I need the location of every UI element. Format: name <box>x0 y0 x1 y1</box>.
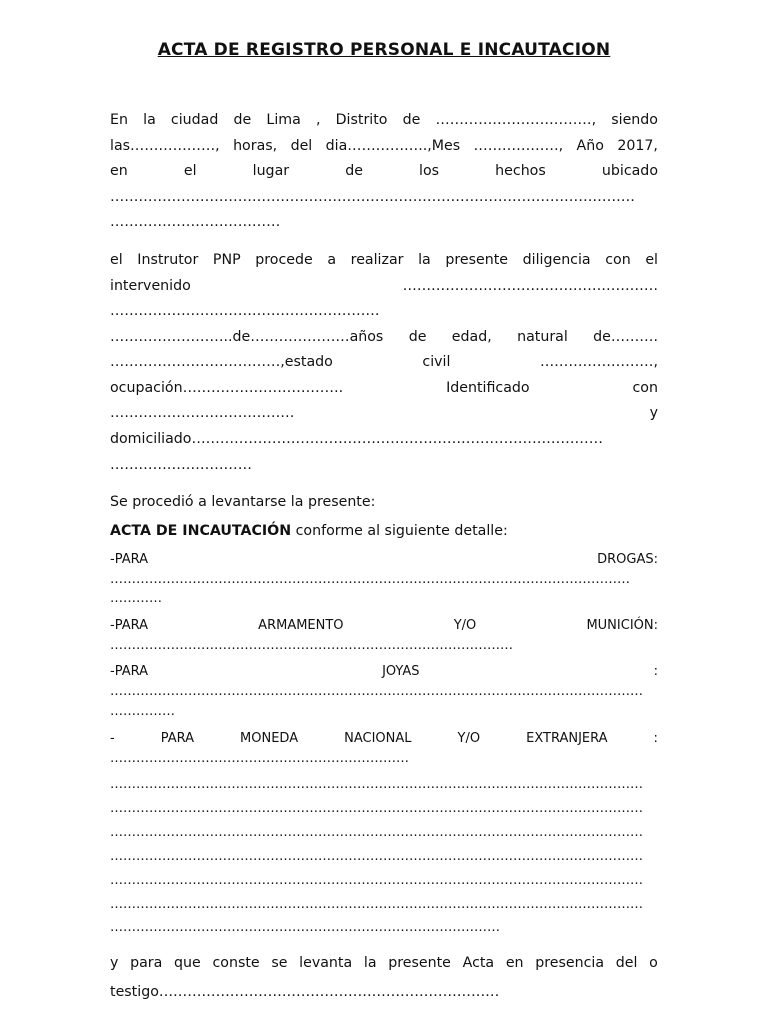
word: : <box>653 664 658 679</box>
word: y <box>110 955 119 971</box>
word: en <box>505 955 524 971</box>
word: ……………………..de…………………años <box>110 329 384 345</box>
word: la <box>143 112 156 128</box>
item-joyas <box>110 664 658 679</box>
word: -PARA <box>110 552 148 567</box>
detail-dots-3: …………………………………………………………………………………………………………… <box>110 825 643 840</box>
word: DROGAS: <box>597 552 658 567</box>
word: MONEDA <box>240 731 299 746</box>
word: Año <box>576 138 604 154</box>
word: Y/O <box>453 618 477 633</box>
word: del <box>290 138 313 154</box>
word: presente <box>445 252 509 268</box>
procedure-line: Se procedió a levantarse la presente: <box>110 494 376 510</box>
p1-line-5: ……………………………… <box>110 214 281 230</box>
word: que <box>174 955 201 971</box>
word: edad, <box>451 329 492 345</box>
word: conste <box>212 955 260 971</box>
word: la <box>418 252 431 268</box>
word: -PARA <box>110 664 148 679</box>
incautacion-heading-bold: ACTA DE INCAUTACIÓN <box>110 523 292 539</box>
word: para <box>130 955 163 971</box>
item-armamento <box>110 618 658 633</box>
word: el <box>110 252 123 268</box>
word: de <box>408 329 427 345</box>
item-joyas-dots-1: …………………………………………………………………………………………………………… <box>110 684 643 699</box>
word: Y/O <box>457 731 481 746</box>
word: En <box>110 112 128 128</box>
word: se <box>271 955 288 971</box>
word: o <box>649 955 658 971</box>
p2-line-5 <box>110 354 658 370</box>
incautacion-heading-rest: conforme al siguiente detalle: <box>291 523 508 539</box>
word: presencia <box>535 955 605 971</box>
word: hechos <box>495 163 546 179</box>
word: Instrutor <box>137 252 199 268</box>
word: siendo <box>611 112 658 128</box>
word: con <box>632 380 658 396</box>
word: de <box>345 163 363 179</box>
word: ……………………………, <box>435 112 597 128</box>
word: ………………, <box>473 138 564 154</box>
word: ………………………………… <box>110 405 295 421</box>
detail-dots-4: …………………………………………………………………………………………………………… <box>110 849 643 864</box>
word: a <box>327 252 337 268</box>
word: - <box>110 731 115 746</box>
word: levanta <box>299 955 353 971</box>
word: , <box>315 112 321 128</box>
p2-line-2 <box>110 278 658 294</box>
word: dia……………..,Mes <box>325 138 461 154</box>
word: procede <box>255 252 313 268</box>
word: las………………, <box>110 138 220 154</box>
word: ubicado <box>601 163 658 179</box>
word: con <box>605 252 631 268</box>
word: de <box>402 112 421 128</box>
p2-line-1 <box>110 252 658 268</box>
word: Acta <box>462 955 495 971</box>
word: ARMAMENTO <box>258 618 344 633</box>
word: presente <box>388 955 451 971</box>
word: el <box>645 252 658 268</box>
word: PNP <box>212 252 241 268</box>
word: EXTRANJERA <box>526 731 608 746</box>
detail-dots-7: ……………………………………………………………………………… <box>110 920 500 935</box>
word: Distrito <box>335 112 388 128</box>
word: Lima <box>266 112 301 128</box>
p1-line-2 <box>110 138 658 154</box>
word: : <box>653 731 658 746</box>
word: horas, <box>233 138 278 154</box>
word: de………. <box>593 329 658 345</box>
closing-line-2: testigo……………………………………………………………… <box>110 984 500 1000</box>
document-title: ACTA DE REGISTRO PERSONAL E INCAUTACION <box>157 40 611 60</box>
word: MUNICIÓN: <box>586 618 658 633</box>
p2-line-8: domiciliado…………………………………………………………………………… <box>110 431 603 447</box>
word: ciudad <box>170 112 219 128</box>
word: intervenido <box>110 278 191 294</box>
word: 2017, <box>617 138 658 154</box>
word: NACIONAL <box>344 731 412 746</box>
item-moneda <box>110 731 658 746</box>
closing-line-1 <box>110 955 658 971</box>
item-armamento-dots-1: ………………………………………………………………………………… <box>110 638 513 653</box>
word: JOYAS <box>382 664 420 679</box>
word: del <box>615 955 638 971</box>
p2-line-4 <box>110 329 658 345</box>
word: la <box>363 955 377 971</box>
word: los <box>419 163 440 179</box>
detail-dots-5: …………………………………………………………………………………………………………… <box>110 873 643 888</box>
word: de <box>233 112 252 128</box>
word: diligencia <box>522 252 591 268</box>
word: ………………………………,estado <box>110 354 333 370</box>
word: -PARA <box>110 618 148 633</box>
incautacion-heading <box>110 523 658 539</box>
p1-line-4: ………………………………………………………………………………………………… <box>110 189 635 205</box>
item-drogas-dots-1: ………………………………………………………………………………………………………… <box>110 572 630 587</box>
word: Identificado <box>446 380 530 396</box>
p1-line-3 <box>110 163 658 179</box>
p2-line-6 <box>110 380 658 396</box>
p2-line-7 <box>110 405 658 421</box>
word: en <box>110 163 128 179</box>
word: el <box>183 163 197 179</box>
item-drogas <box>110 552 658 567</box>
detail-dots-2: …………………………………………………………………………………………………………… <box>110 801 643 816</box>
item-joyas-dots-2: …………… <box>110 704 175 719</box>
word: ……………………………………………… <box>402 278 658 294</box>
word: ocupación……………………………. <box>110 380 344 396</box>
detail-dots-1: …………………………………………………………………………………………………………… <box>110 777 643 792</box>
detail-dots-6: …………………………………………………………………………………………………………… <box>110 897 643 912</box>
word: realizar <box>350 252 404 268</box>
word: y <box>649 405 658 421</box>
word: civil <box>422 354 451 370</box>
word: lugar <box>252 163 290 179</box>
item-moneda-dots-1: …………………………………………………………… <box>110 751 409 766</box>
word: ……………………, <box>539 354 658 370</box>
p2-line-9: ………………………… <box>110 457 252 473</box>
item-drogas-dots-2: ………… <box>110 591 162 606</box>
word: natural <box>517 329 568 345</box>
p1-line-1 <box>110 112 658 128</box>
p2-line-3: ………………………………………………… <box>110 303 380 319</box>
word: PARA <box>160 731 195 746</box>
